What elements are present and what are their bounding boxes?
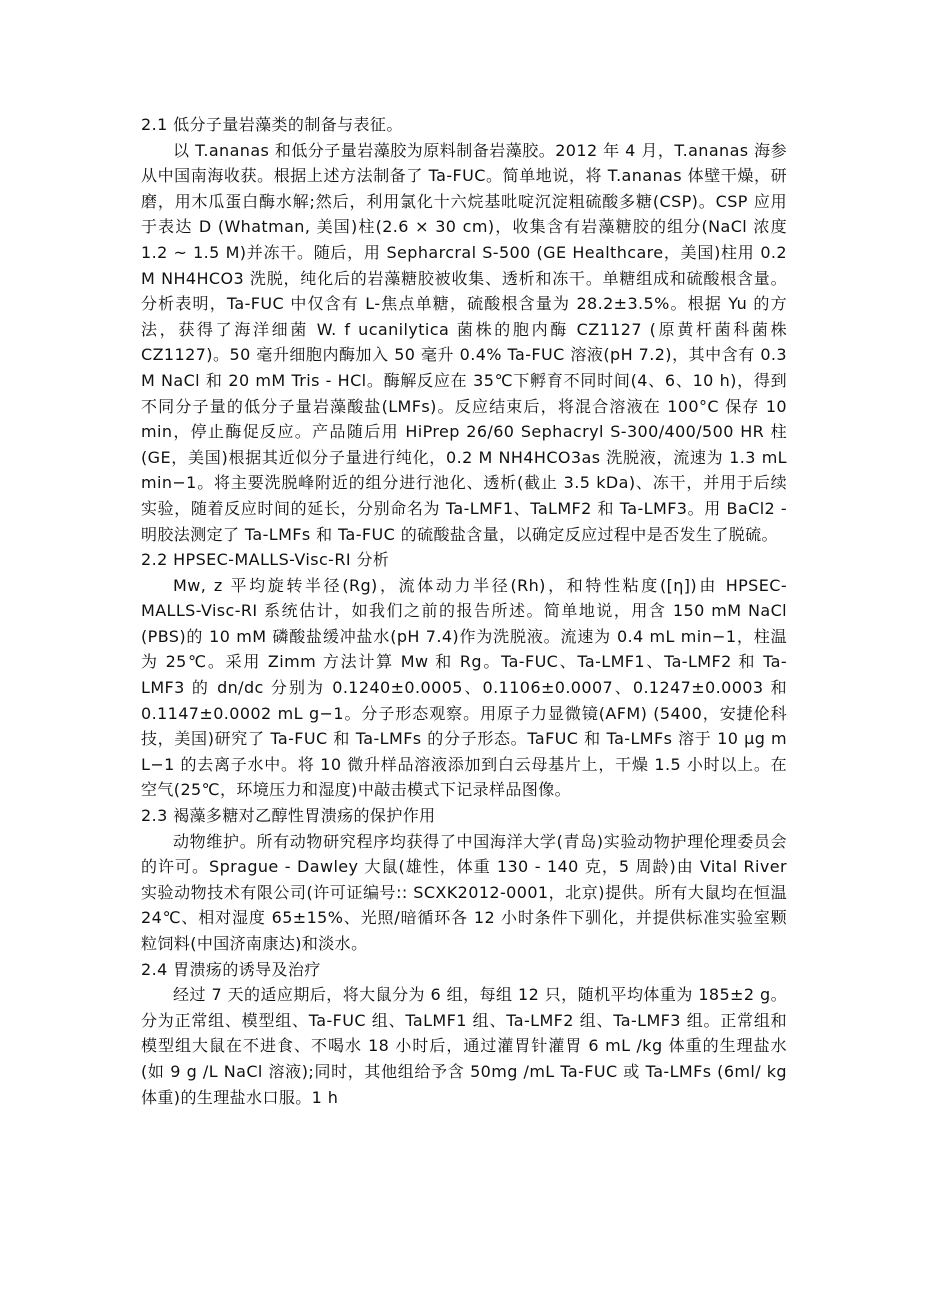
section-heading: 2.4 胃溃疡的诱导及治疗: [141, 959, 321, 979]
section-2-2: [141, 547, 787, 803]
section-paragraph: 经过 7 天的适应期后，将大鼠分为 6 组，每组 12 只，随机平均体重为 185±2 g。分为正常组、模型组、Ta-FUC 组、TaLMF1 组、Ta-LMF2 组、Ta-LMF3 组。正常组和模型组大鼠在不进食、不喝水 18 小时后，通过灌胃针灌胃 6 mL /kg 体重的生理盐水(如 9 g /L NaCl 溶液);同时，其他组给予含 50mg /mL Ta-FUC 或 Ta-LMFs (6ml/ kg 体重)的生理盐水口服。1 h: [141, 985, 787, 1107]
section-paragraph: 以 T.ananas 和低分子量岩藻胶为原料制备岩藻胶。2012 年 4 月，T.ananas 海参从中国南海收获。根据上述方法制备了 Ta-FUC。简单地说，将 T.ananas 体壁干燥，研磨，用木瓜蛋白酶水解;然后，利用氯化十六烷基吡啶沉淀粗硫酸多糖(CSP)。CSP 应用于表达 D (Whatman, 美国)柱(2.6 × 30 cm)，收集含有岩藻糖胶的组分(NaCl 浓度 1.2 ~ 1.5 M)并冻干。随后，用 Sepharcral S-500 (GE Healthcare，美国)柱用 0.2 M NH4HCO3 洗脱，纯化后的岩藻糖胶被收集、透析和冻干。单糖组成和硫酸根含量。分析表明，Ta-FUC 中仅含有 L-焦点单糖，硫酸根含量为 28.2±3.5%。根据 Yu 的方法，获得了海洋细菌 W. f ucanilytica 菌株的胞内酶 CZ1127 (原黄杆菌科菌株 CZ1127)。50 毫升细胞内酶加入 50 毫升 0.4% Ta-FUC 溶液(pH 7.2)，其中含有 0.3 M NaCl 和 20 mM Tris - HCl。酶解反应在 35℃下孵育不同时间(4、6、10 h)，得到不同分子量的低分子量岩藻酸盐(LMFs)。反应结束后，将混合溶液在 100°C 保存 10 min，停止酶促反应。产品随后用 HiPrep 26/60 Sephacryl S-300/400/500 HR 柱(GE，美国)根据其近似分子量进行纯化，0.2 M NH4HCO3as 洗脱液，流速为 1.3 mL min−1。将主要洗脱峰附近的组分进行池化、透析(截止 3.5 kDa)、冻干，并用于后续实验，随着反应时间的延长，分别命名为 Ta-LMF1、TaLMF2 和 Ta-LMF3。用 BaCl2 -明胶法测定了 Ta-LMFs 和 Ta-FUC 的硫酸盐含量，以确定反应过程中是否发生了脱硫。: [141, 140, 787, 544]
document-body: [141, 112, 787, 1110]
section-2-3: [141, 803, 787, 957]
section-paragraph: Mw, z 平均旋转半径(Rg)，流体动力半径(Rh)，和特性粘度([η])由 HPSEC-MALLS-Visc-RI 系统估计，如我们之前的报告所述。简单地说，用含 150 mM NaCl (PBS)的 10 mM 磷酸盐缓冲盐水(pH 7.4)作为洗脱液。流速为 0.4 mL min−1，柱温为 25℃。采用 Zimm 方法计算 Mw 和 Rg。Ta-FUC、Ta-LMF1、Ta-LMF2 和 Ta-LMF3 的 dn/dc 分别为 0.1240±0.0005、0.1106±0.0007、0.1247±0.0003 和 0.1147±0.0002 mL g−1。分子形态观察。用原子力显微镜(AFM) (5400，安捷伦科技，美国)研究了 Ta-FUC 和 Ta-LMFs 的分子形态。TaFUC 和 Ta-LMFs 溶于 10 μg m L−1 的去离子水中。将 10 微升样品溶液添加到白云母基片上，干燥 1.5 小时以上。在空气(25℃，环境压力和湿度)中敲击模式下记录样品图像。: [141, 575, 787, 800]
section-heading: 2.2 HPSEC-MALLS-Visc-RI 分析: [141, 550, 390, 570]
section-2-1: [141, 112, 787, 547]
section-paragraph: 动物维护。所有动物研究程序均获得了中国海洋大学(青岛)实验动物护理伦理委员会的许可。Sprague - Dawley 大鼠(雄性，体重 130 - 140 克，5 周龄)由 Vital River 实验动物技术有限公司(许可证编号:: SCXK2012-0001，北京)提供。所有大鼠均在恒温 24℃、相对湿度 65±15%、光照/暗循环各 12 小时条件下驯化，并提供标准实验室颗粒饲料(中国济南康达)和淡水。: [141, 831, 787, 953]
section-2-4: [141, 957, 787, 1111]
section-heading: 2.3 褐藻多糖对乙醇性胃溃疡的保护作用: [141, 806, 436, 826]
section-heading: 2.1 低分子量岩藻类的制备与表征。: [141, 115, 403, 134]
